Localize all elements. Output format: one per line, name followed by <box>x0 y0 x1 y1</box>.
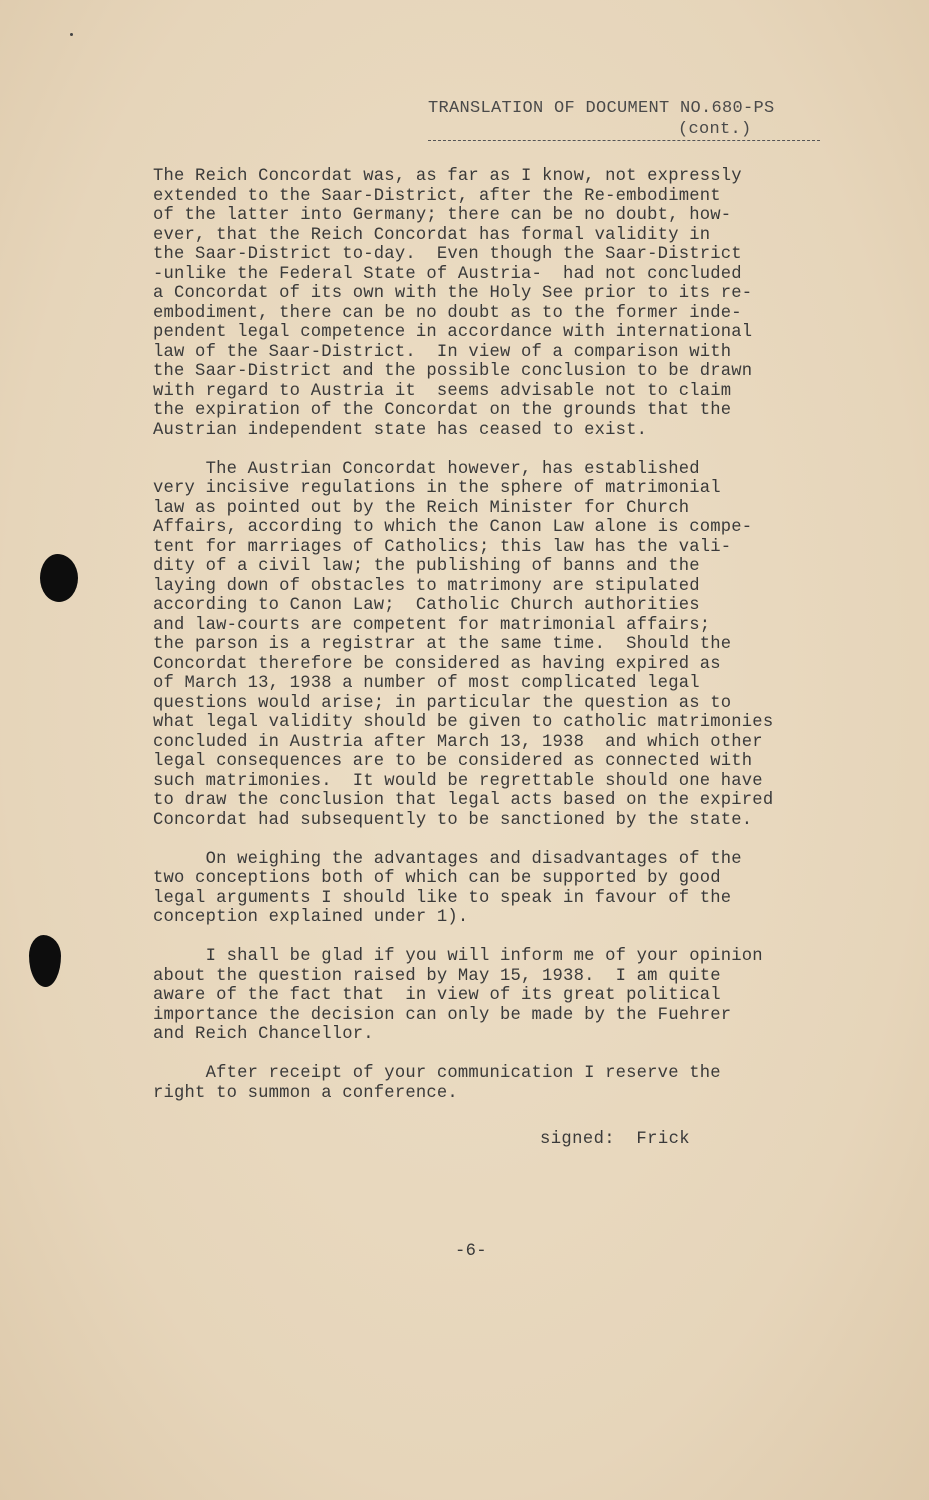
text-line: and law-courts are competent for matrimonial affairs; <box>153 615 711 635</box>
text-line: very incisive regulations in the sphere of matrimonial <box>153 479 721 498</box>
text-line: embodiment, there can be no doubt as to the former inde- <box>153 303 742 323</box>
paragraph-5 <box>153 1064 853 1103</box>
text-line: Austrian independent state has ceased to exist. <box>153 420 648 440</box>
document-body <box>153 167 853 1123</box>
text-line: dity of a civil law; the publishing of banns and the <box>153 557 700 576</box>
paragraph-3 <box>153 850 853 928</box>
text-line: Concordat had subsequently to be sanctioned by the state. <box>153 810 753 830</box>
text-line: importance the decision can only be made by the Fuehrer <box>153 1005 732 1025</box>
text-line: aware of the fact that in view of its great political <box>153 986 721 1005</box>
text-line: with regard to Austria it seems advisable not to claim <box>153 381 732 401</box>
text-line: the Saar-District and the possible conclusion to be drawn <box>153 362 753 381</box>
header-subtitle: (cont.) <box>678 120 752 139</box>
text-line: conception explained under 1). <box>153 908 469 927</box>
text-line: a Concordat of its own with the Holy See prior to its re- <box>153 284 753 303</box>
punch-hole-top <box>40 554 78 602</box>
text-line: pendent legal competence in accordance with international <box>153 323 753 342</box>
document-header <box>428 98 828 140</box>
text-line: the expiration of the Concordat on the grounds that the <box>153 401 732 420</box>
text-line: such matrimonies. It would be regrettable should one have <box>153 771 763 791</box>
text-line: law as pointed out by the Reich Minister for Church <box>153 498 690 518</box>
text-line: concluded in Austria after March 13, 1938 and which other <box>153 732 763 752</box>
paragraph-4 <box>153 947 853 1045</box>
text-line: -unlike the Federal State of Austria- had not concluded <box>153 264 742 284</box>
page-number: -6- <box>455 1242 487 1261</box>
text-line: ever, that the Reich Concordat has formal validity in <box>153 225 711 245</box>
header-underline <box>428 140 820 141</box>
text-line: law of the Saar-District. In view of a comparison with <box>153 342 732 362</box>
text-line: Affairs, according to which the Canon Law alone is compe- <box>153 518 753 537</box>
text-line: what legal validity should be given to catholic matrimonies <box>153 713 774 732</box>
text-line: to draw the conclusion that legal acts based on the expired <box>153 791 774 810</box>
text-line: extended to the Saar-District, after the Re-embodiment <box>153 186 721 206</box>
paragraph-1 <box>153 167 853 440</box>
text-line: The Reich Concordat was, as far as I know, not expressly <box>153 167 742 186</box>
text-line: legal arguments I should like to speak in favour of the <box>153 888 732 908</box>
text-line: I shall be glad if you will inform me of your opinion <box>153 947 763 966</box>
text-line: legal consequences are to be considered as connected with <box>153 752 753 771</box>
text-line: After receipt of your communication I reserve the <box>153 1064 721 1083</box>
text-line: Concordat therefore be considered as having expired as <box>153 654 721 674</box>
text-line: tent for marriages of Catholics; this law has the vali- <box>153 537 732 557</box>
text-line: right to summon a conference. <box>153 1083 458 1103</box>
text-line: according to Canon Law; Catholic Church authorities <box>153 596 700 615</box>
text-line: laying down of obstacles to matrimony are stipulated <box>153 576 700 596</box>
text-line: questions would arise; in particular the question as to <box>153 693 732 713</box>
paragraph-2 <box>153 460 853 831</box>
header-title: TRANSLATION OF DOCUMENT NO.680-PS <box>428 99 775 118</box>
signature: signed: Frick <box>540 1130 690 1149</box>
punch-hole-bottom <box>29 935 61 987</box>
text-line: the parson is a registrar at the same time. Should the <box>153 635 732 654</box>
text-line: On weighing the advantages and disadvantages of the <box>153 849 742 869</box>
text-line: about the question raised by May 15, 1938. I am quite <box>153 966 721 986</box>
text-line: and Reich Chancellor. <box>153 1025 374 1044</box>
ink-speck <box>70 33 73 36</box>
text-line: of March 13, 1938 a number of most complicated legal <box>153 674 700 693</box>
text-line: the Saar-District to-day. Even though the Saar-District <box>153 245 742 264</box>
text-line: of the latter into Germany; there can be no doubt, how- <box>153 206 732 225</box>
text-line: The Austrian Concordat however, has established <box>153 459 700 479</box>
text-line: two conceptions both of which can be supported by good <box>153 869 721 888</box>
